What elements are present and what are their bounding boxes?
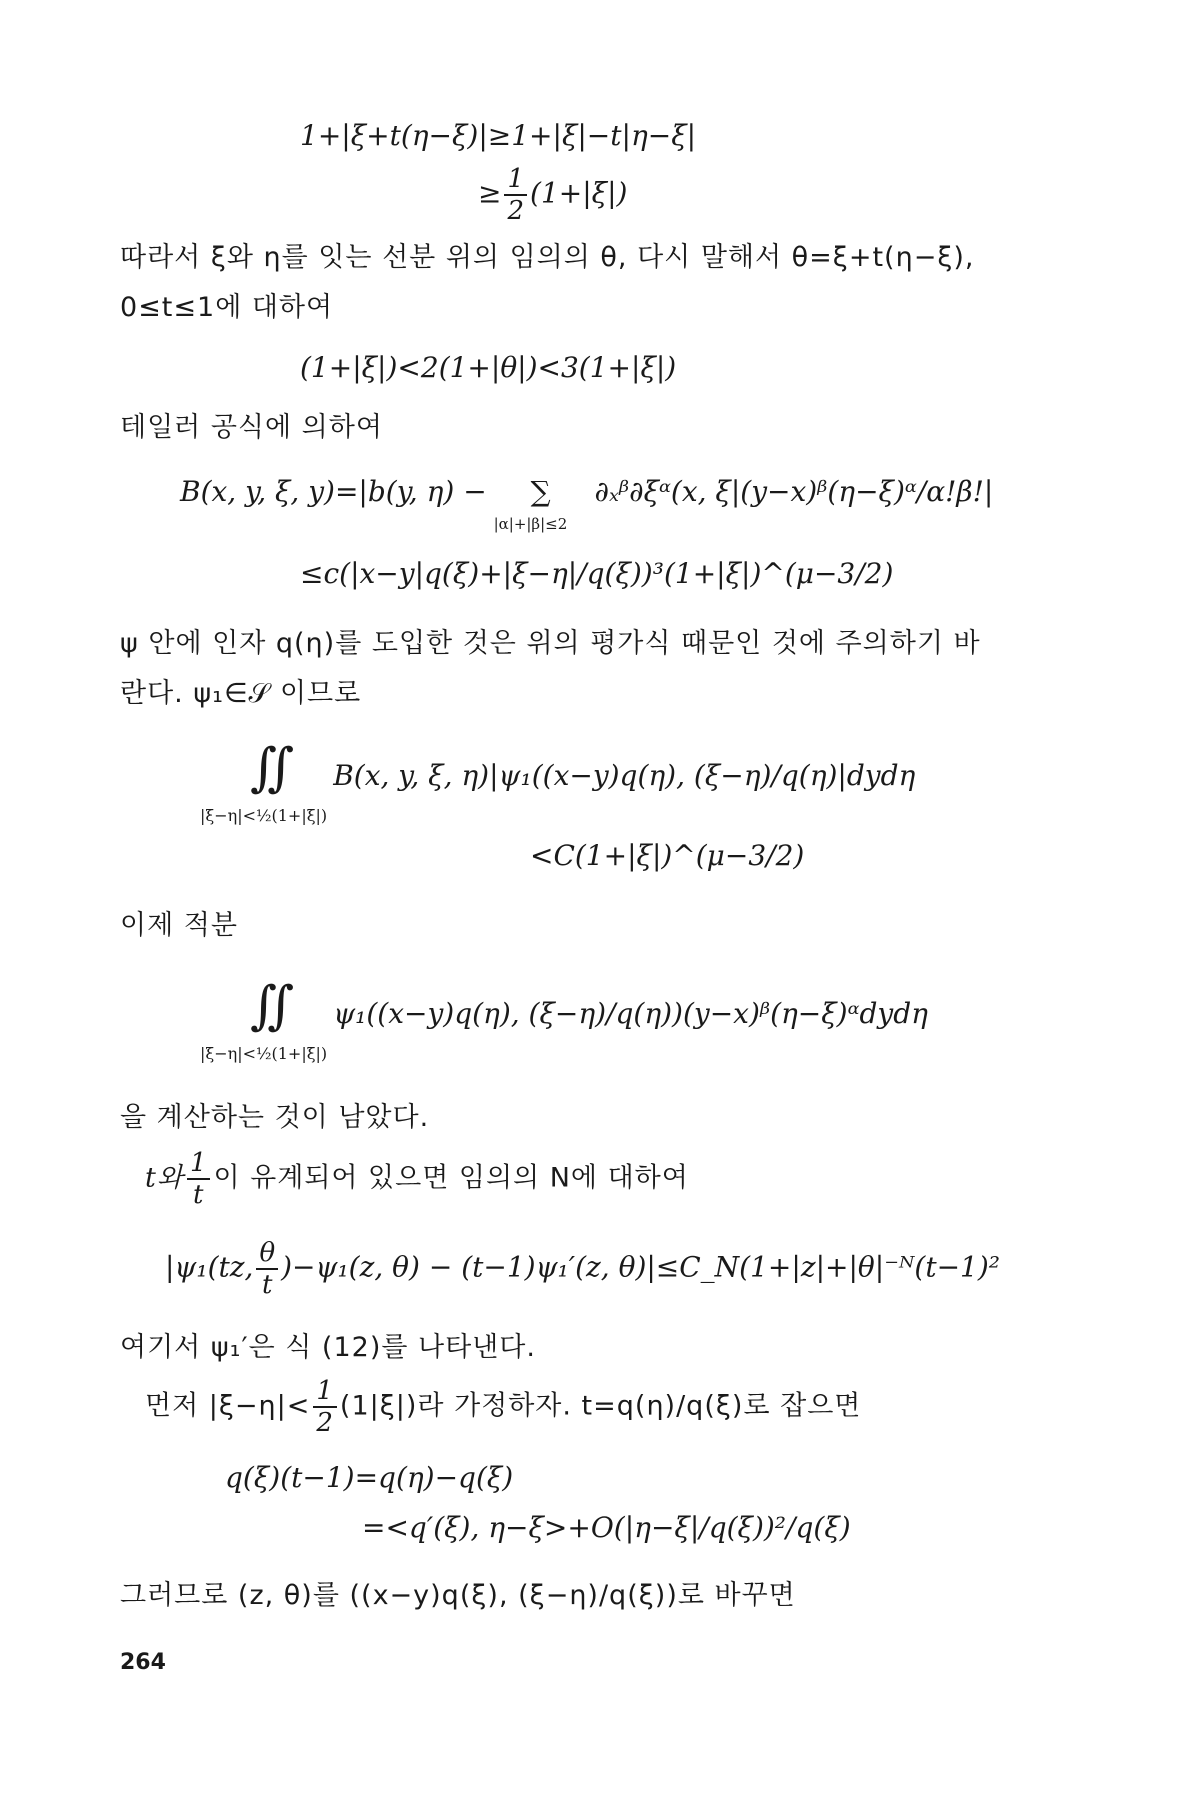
fraction-numerator: θ (256, 1240, 278, 1270)
fraction-half (313, 1378, 337, 1436)
summation (493, 474, 586, 533)
equation-line-7 (180, 474, 994, 533)
fraction-numerator: 1 (187, 1150, 211, 1180)
text-segment: (1|ξ|)라 가정하자. t=q(η)/q(ξ)로 잡으면 (339, 1390, 862, 1422)
equation-rhs: )−ψ₁(z, θ) − (t−1)ψ₁′(z, θ)|≤C_N(1+|z|+|θ|⁻ᴺ(t−1)² (281, 1250, 1000, 1284)
equation-rhs: (1+|ξ|) (530, 176, 628, 210)
fraction-denominator: t (262, 1270, 273, 1300)
fraction-theta-over-t (256, 1240, 278, 1298)
fraction-denominator: t (192, 1180, 205, 1210)
equation-line-5: (1+|ξ|)<2(1+|θ|)<3(1+|ξ|) (300, 351, 677, 384)
equation-line-13: <C(1+|ξ|)^(μ−3/2) (530, 839, 805, 872)
fraction-one-over-t (187, 1150, 211, 1208)
equation-rhs: ∂ₓᵝ∂ξᵅ(x, ξ|(y−x)ᵝ(η−ξ)ᵅ/α!β!| (594, 475, 994, 508)
equation-line-22: q(ξ)(t−1)=q(η)−q(ξ) (225, 1461, 514, 1494)
integral-domain: |ξ−η|<½(1+|ξ|) (200, 1044, 328, 1063)
text-line-10: 란다. ψ₁∈𝒮 이므로 (120, 678, 362, 709)
fraction-denominator: 2 (316, 1408, 334, 1438)
equation-line-11 (250, 738, 916, 798)
sum-symbol: ∑ (530, 475, 551, 508)
equation-line-8: ≤c(|x−y|q(ξ)+|ξ−η|/q(ξ))³(1+|ξ|)^(μ−3/2) (300, 557, 894, 590)
sum-subscript: |α|+|β|≤2 (493, 515, 568, 533)
text-line-24: 그러므로 (z, θ)를 ((x−y)q(ξ), (ξ−η)/q(ξ))로 바꾸면 (120, 1580, 796, 1611)
integrand: ψ₁((x−y)q(η), (ξ−η)/q(η))(y−x)ᵝ(η−ξ)ᵅdydη (333, 997, 928, 1030)
geq-symbol: ≥ (478, 176, 502, 210)
equation-line-2 (478, 166, 627, 224)
text-segment: t와 (145, 1162, 184, 1194)
text-line-9: ψ 안에 인자 q(η)를 도입한 것은 위의 평가식 때문인 것에 주의하기 바 (120, 628, 981, 659)
text-line-3: 따라서 ξ와 η를 잇는 선분 위의 임의의 θ, 다시 말해서 θ=ξ+t(η−ξ), (120, 242, 975, 273)
fraction-denominator: 2 (507, 196, 525, 226)
text-segment: 이 유계되어 있으면 임의의 N에 대하여 (213, 1162, 689, 1194)
double-integral: ∬ (250, 976, 295, 1036)
equation-line-19 (165, 1240, 1000, 1298)
fraction-half (504, 166, 527, 224)
text-line-17: 을 계산하는 것이 남았다. (120, 1102, 430, 1133)
text-line-4: 0≤t≤1에 대하여 (120, 292, 334, 323)
fraction-numerator: 1 (504, 166, 527, 196)
integral-domain: |ξ−η|<½(1+|ξ|) (200, 806, 328, 825)
text-line-18 (145, 1150, 689, 1208)
equation-lhs: |ψ₁(tz, (165, 1250, 254, 1284)
text-line-20: 여기서 ψ₁′은 식 (12)를 나타낸다. (120, 1332, 536, 1363)
double-integral: ∬ (250, 738, 295, 798)
equation-line-23: =<q′(ξ), η−ξ>+O(|η−ξ|/q(ξ))²/q(ξ) (362, 1511, 851, 1544)
text-line-6: 테일러 공식에 의하여 (120, 412, 383, 443)
equation-lhs: B(x, y, ξ, y)=|b(y, η) − (180, 475, 487, 508)
integrand: B(x, y, ξ, η)|ψ₁((x−y)q(η), (ξ−η)/q(η)|dydη (333, 759, 916, 792)
fraction-numerator: 1 (313, 1378, 337, 1408)
text-line-21 (145, 1378, 861, 1436)
text-segment: 먼저 |ξ−η|< (145, 1390, 311, 1422)
equation-line-1: 1+|ξ+t(η−ξ)|≥1+|ξ|−t|η−ξ| (300, 119, 697, 152)
page-number: 264 (120, 1650, 166, 1675)
equation-line-15 (250, 976, 928, 1036)
text-line-14: 이제 적분 (120, 910, 238, 941)
